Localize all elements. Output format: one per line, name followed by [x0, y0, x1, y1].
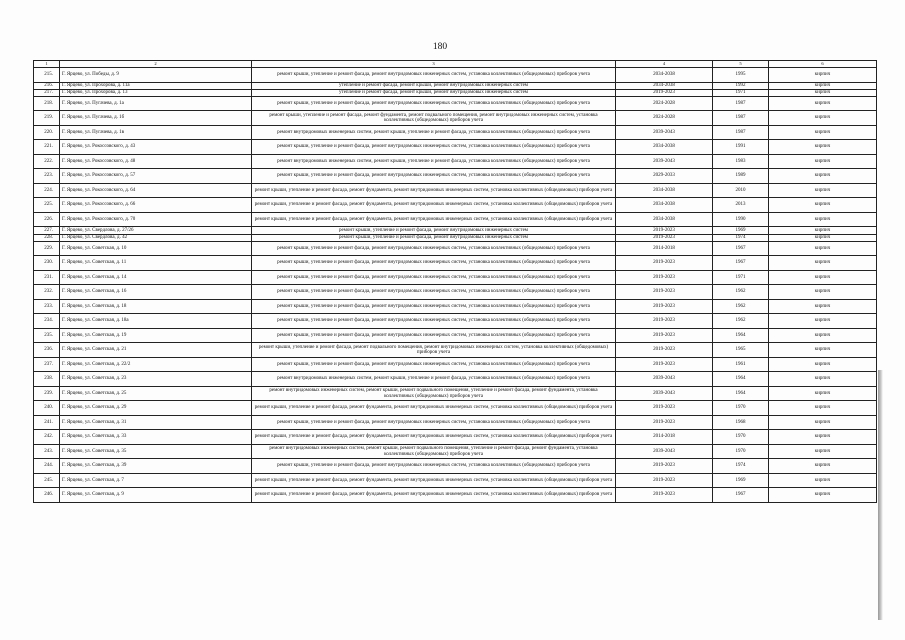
page-number: 180	[432, 42, 448, 52]
build-year-cell: 1964	[713, 386, 769, 401]
table-row	[34, 459, 877, 474]
address-cell: Г. Ярцево, ул. Победы, д. 9	[60, 68, 252, 83]
repair-period-cell: 2019-2023	[616, 270, 713, 285]
build-year-cell: 1974	[713, 234, 769, 241]
repair-period-cell: 2019-2023	[616, 89, 713, 96]
row-number: 238.	[34, 372, 60, 387]
address-cell: Г. Ярцево, ул. Прохорова, д. 11а	[60, 82, 252, 89]
row-number: 228.	[34, 234, 60, 241]
column-number: 4	[616, 61, 713, 68]
repair-works-cell: ремонт крыши, утепление и ремонт фасада, ремонт внутридомовых инженерных систем, установка коллективных (общедомовых) приборов учета	[252, 299, 616, 314]
table-row	[34, 314, 877, 329]
repair-works-cell: ремонт крыши, утепление и ремонт фасада, ремонт внутридомовых инженерных систем, установка коллективных (общедомовых) приборов учета	[252, 96, 616, 111]
build-year-cell: 1964	[713, 328, 769, 343]
repair-period-cell: 2019-2023	[616, 285, 713, 300]
repair-period-cell: 2034-2038	[616, 198, 713, 213]
wall-material-cell: кирпич	[769, 430, 877, 445]
repair-period-cell: 2019-2023	[616, 459, 713, 474]
table-row	[34, 227, 877, 234]
address-cell: Г. Ярцево, ул. Советская, д. 35	[60, 444, 252, 459]
address-cell: Г. Ярцево, ул. Советская, д. 7	[60, 473, 252, 488]
build-year-cell: 1987	[713, 125, 769, 140]
repair-period-cell: 2014-2018	[616, 430, 713, 445]
address-cell: Г. Ярцево, ул. Советская, д. 25	[60, 386, 252, 401]
build-year-cell: 1992	[713, 82, 769, 89]
table-row	[34, 212, 877, 227]
repair-period-cell: 2029-2033	[616, 169, 713, 184]
table-row	[34, 89, 877, 96]
row-number: 225.	[34, 198, 60, 213]
address-cell: Г. Ярцево, ул. Советская, д. 18	[60, 299, 252, 314]
build-year-cell: 1970	[713, 430, 769, 445]
address-cell: Г. Ярцево, ул. Рокоссовского, д. 48	[60, 154, 252, 169]
repair-period-cell: 2019-2023	[616, 227, 713, 234]
table-row	[34, 357, 877, 372]
address-cell: Г. Ярцево, ул. Рокоссовского, д. 66	[60, 198, 252, 213]
row-number: 240.	[34, 401, 60, 416]
row-number: 233.	[34, 299, 60, 314]
repair-works-cell: ремонт крыши, утепление и ремонт фасада, ремонт внутридомовых инженерных систем, установка коллективных (общедомовых) приборов учета	[252, 140, 616, 155]
row-number: 239.	[34, 386, 60, 401]
wall-material-cell: кирпич	[769, 241, 877, 256]
repair-period-cell: 2039-2043	[616, 372, 713, 387]
wall-material-cell: кирпич	[769, 183, 877, 198]
repair-works-cell: ремонт крыши, утепление и ремонт фасада, ремонт внутридомовых инженерных систем, установка коллективных (общедомовых) приборов учета	[252, 415, 616, 430]
column-number-row	[34, 61, 877, 68]
table-row	[34, 241, 877, 256]
repair-period-cell: 2014-2018	[616, 241, 713, 256]
row-number: 241.	[34, 415, 60, 430]
repair-period-cell: 2019-2023	[616, 357, 713, 372]
row-number: 224.	[34, 183, 60, 198]
repair-works-cell: ремонт крыши, утепление и ремонт фасада, ремонт внутридомовых инженерных систем	[252, 227, 616, 234]
wall-material-cell: кирпич	[769, 89, 877, 96]
address-cell: Г. Ярцево, ул. Свердлова, д. 27/26	[60, 227, 252, 234]
wall-material-cell: кирпич	[769, 299, 877, 314]
table-row	[34, 343, 877, 358]
repair-period-cell: 2034-2038	[616, 82, 713, 89]
wall-material-cell: кирпич	[769, 256, 877, 271]
build-year-cell: 1990	[713, 212, 769, 227]
address-cell: Г. Ярцево, ул. Советская, д. 11	[60, 256, 252, 271]
repair-works-cell: ремонт внутридомовых инженерных систем, ремонт крыши, ремонт подвального помещения, утепление и ремонт фасада, ремонт фундамента, установка коллективных (общедомовых) приборов учета	[252, 444, 616, 459]
address-cell: Г. Ярцево, ул. Советская, д. 19	[60, 328, 252, 343]
wall-material-cell: кирпич	[769, 140, 877, 155]
wall-material-cell: кирпич	[769, 488, 877, 503]
row-number: 226.	[34, 212, 60, 227]
repair-works-cell: утепление и ремонт фасада, ремонт крыши, ремонт внутридомовых инженерных систем	[252, 89, 616, 96]
table-row	[34, 401, 877, 416]
table-row	[34, 328, 877, 343]
table-body	[34, 68, 877, 503]
address-cell: Г. Ярцево, ул. Советская, д. 23	[60, 372, 252, 387]
repair-period-cell: 2034-2038	[616, 140, 713, 155]
housing-repair-table	[33, 60, 877, 503]
repair-works-cell: ремонт крыши, утепление и ремонт фасада, ремонт фундамента, ремонт внутридомовых инженерных систем, установка коллективных (общедомовых) приборов учета	[252, 488, 616, 503]
table-row	[34, 430, 877, 445]
table-row	[34, 169, 877, 184]
repair-period-cell: 2039-2043	[616, 125, 713, 140]
repair-period-cell: 2024-2028	[616, 96, 713, 111]
row-number: 242.	[34, 430, 60, 445]
table-row	[34, 473, 877, 488]
build-year-cell: 1974	[713, 459, 769, 474]
address-cell: Г. Ярцево, ул. Свердлова, д. 42	[60, 234, 252, 241]
repair-works-cell: ремонт внутридомовых инженерных систем, ремонт крыши, утепление и ремонт фасада, установка коллективных (общедомовых) приборов учета	[252, 372, 616, 387]
address-cell: Г. Ярцево, ул. Советская, д. 31	[60, 415, 252, 430]
address-cell: Г. Ярцево, ул. Советская, д. 16	[60, 285, 252, 300]
address-cell: Г. Ярцево, ул. Советская, д. 21	[60, 343, 252, 358]
repair-works-cell: ремонт крыши, утепление и ремонт фасада, ремонт внутридомовых инженерных систем, установка коллективных (общедомовых) приборов учета	[252, 256, 616, 271]
repair-period-cell: 2034-2038	[616, 68, 713, 83]
repair-period-cell: 2019-2023	[616, 473, 713, 488]
table-row	[34, 154, 877, 169]
row-number: 222.	[34, 154, 60, 169]
address-cell: Г. Ярцево, ул. Советская, д. 14	[60, 270, 252, 285]
row-number: 229.	[34, 241, 60, 256]
address-cell: Г. Ярцево, ул. Рокоссовского, д. 64	[60, 183, 252, 198]
build-year-cell: 1969	[713, 473, 769, 488]
address-cell: Г. Ярцево, ул. Советская, д. 29	[60, 401, 252, 416]
wall-material-cell: кирпич	[769, 111, 877, 126]
address-cell: Г. Ярцево, ул. Пугачева, д. 1б	[60, 111, 252, 126]
repair-works-cell: ремонт внутридомовых инженерных систем, ремонт крыши, утепление и ремонт фасада, установка коллективных (общедомовых) приборов учета	[252, 125, 616, 140]
table-row	[34, 140, 877, 155]
build-year-cell: 1962	[713, 299, 769, 314]
address-cell: Г. Ярцево, ул. Рокоссовского, д. 57	[60, 169, 252, 184]
build-year-cell: 2010	[713, 183, 769, 198]
wall-material-cell: кирпич	[769, 234, 877, 241]
build-year-cell: 1967	[713, 241, 769, 256]
column-number: 6	[769, 61, 877, 68]
address-cell: Г. Ярцево, ул. Пугачева, д. 1а	[60, 96, 252, 111]
row-number: 235.	[34, 328, 60, 343]
repair-period-cell: 2039-2043	[616, 444, 713, 459]
repair-works-cell: ремонт крыши, утепление и ремонт фасада, ремонт фундамента, ремонт внутридомовых инженерных систем, установка коллективных (общедомовых) приборов учета	[252, 401, 616, 416]
repair-works-cell: ремонт крыши, утепление и ремонт фасада, ремонт фундамента, ремонт внутридомовых инженерных систем, установка коллективных (общедомовых) приборов учета	[252, 183, 616, 198]
repair-works-cell: ремонт крыши, утепление и ремонт фасада, ремонт подвального помещения, ремонт внутридомовых инженерных систем, установка коллективных (общедомовых) приборов учета	[252, 343, 616, 358]
build-year-cell: 1964	[713, 372, 769, 387]
address-cell: Г. Ярцево, ул. Советская, д. 10	[60, 241, 252, 256]
repair-period-cell: 2034-2038	[616, 212, 713, 227]
row-number: 234.	[34, 314, 60, 329]
row-number: 237.	[34, 357, 60, 372]
table-row	[34, 488, 877, 503]
repair-period-cell: 2019-2023	[616, 328, 713, 343]
wall-material-cell: кирпич	[769, 125, 877, 140]
repair-period-cell: 2019-2023	[616, 488, 713, 503]
repair-works-cell: ремонт крыши, утепление и ремонт фасада, ремонт внутридомовых инженерных систем, установка коллективных (общедомовых) приборов учета	[252, 241, 616, 256]
wall-material-cell: кирпич	[769, 343, 877, 358]
repair-works-cell: ремонт крыши, утепление и ремонт фасада, ремонт внутридомовых инженерных систем	[252, 234, 616, 241]
repair-works-cell: ремонт крыши, утепление и ремонт фасада, ремонт внутридомовых инженерных систем, установка коллективных (общедомовых) приборов учета	[252, 169, 616, 184]
table-row	[34, 270, 877, 285]
repair-works-cell: ремонт крыши, утепление и ремонт фасада, ремонт внутридомовых инженерных систем, установка коллективных (общедомовых) приборов учета	[252, 328, 616, 343]
table-row	[34, 183, 877, 198]
row-number: 246.	[34, 488, 60, 503]
repair-works-cell: ремонт крыши, утепление и ремонт фасада, ремонт фундамента, ремонт внутридомовых инженерных систем, установка коллективных (общедомовых) приборов учета	[252, 212, 616, 227]
table-row	[34, 285, 877, 300]
row-number: 215.	[34, 68, 60, 83]
build-year-cell: 1962	[713, 314, 769, 329]
repair-works-cell: утепление и ремонт фасада, ремонт крыши, ремонт внутридомовых инженерных систем	[252, 82, 616, 89]
repair-period-cell: 2019-2023	[616, 234, 713, 241]
build-year-cell: 2013	[713, 198, 769, 213]
repair-works-cell: ремонт крыши, утепление и ремонт фасада, ремонт внутридомовых инженерных систем, установка коллективных (общедомовых) приборов учета	[252, 459, 616, 474]
wall-material-cell: кирпич	[769, 227, 877, 234]
wall-material-cell: кирпич	[769, 270, 877, 285]
address-cell: Г. Ярцево, ул. Советская, д. 18а	[60, 314, 252, 329]
address-cell: Г. Ярцево, ул. Прохорова, д. 13	[60, 89, 252, 96]
wall-material-cell: кирпич	[769, 212, 877, 227]
build-year-cell: 1967	[713, 488, 769, 503]
repair-period-cell: 2019-2023	[616, 314, 713, 329]
wall-material-cell: кирпич	[769, 372, 877, 387]
table-row	[34, 299, 877, 314]
wall-material-cell: кирпич	[769, 401, 877, 416]
row-number: 243.	[34, 444, 60, 459]
row-number: 230.	[34, 256, 60, 271]
wall-material-cell: кирпич	[769, 386, 877, 401]
address-cell: Г. Ярцево, ул. Рокоссовского, д. 70	[60, 212, 252, 227]
build-year-cell: 1987	[713, 111, 769, 126]
row-number: 223.	[34, 169, 60, 184]
table-row	[34, 444, 877, 459]
repair-works-cell: ремонт крыши, утепление и ремонт фасада, ремонт внутридомовых инженерных систем, установка коллективных (общедомовых) приборов учета	[252, 314, 616, 329]
wall-material-cell: кирпич	[769, 82, 877, 89]
address-cell: Г. Ярцево, ул. Советская, д. 22/2	[60, 357, 252, 372]
repair-period-cell: 2024-2028	[616, 111, 713, 126]
build-year-cell: 1987	[713, 96, 769, 111]
row-number: 227.	[34, 227, 60, 234]
build-year-cell: 1983	[713, 154, 769, 169]
table-row	[34, 96, 877, 111]
repair-works-cell: ремонт крыши, утепление и ремонт фасада, ремонт внутридомовых инженерных систем, установка коллективных (общедомовых) приборов учета	[252, 270, 616, 285]
row-number: 219.	[34, 111, 60, 126]
row-number: 231.	[34, 270, 60, 285]
row-number: 236.	[34, 343, 60, 358]
row-number: 232.	[34, 285, 60, 300]
wall-material-cell: кирпич	[769, 198, 877, 213]
wall-material-cell: кирпич	[769, 169, 877, 184]
repair-works-cell: ремонт крыши, утепление и ремонт фасада, ремонт внутридомовых инженерных систем, установка коллективных (общедомовых) приборов учета	[252, 285, 616, 300]
wall-material-cell: кирпич	[769, 415, 877, 430]
build-year-cell: 1970	[713, 444, 769, 459]
address-cell: Г. Ярцево, ул. Советская, д. 9	[60, 488, 252, 503]
table-row	[34, 386, 877, 401]
repair-period-cell: 2034-2038	[616, 183, 713, 198]
build-year-cell: 1961	[713, 357, 769, 372]
repair-works-cell: ремонт крыши, утепление и ремонт фасада, ремонт фундамента, ремонт подвального помещения, ремонт внутридомовых инженерных систем, установка коллективных (общедомовых) приборов учета	[252, 111, 616, 126]
build-year-cell: 1991	[713, 140, 769, 155]
build-year-cell: 1970	[713, 401, 769, 416]
row-number: 216.	[34, 82, 60, 89]
wall-material-cell: кирпич	[769, 96, 877, 111]
wall-material-cell: кирпич	[769, 328, 877, 343]
address-cell: Г. Ярцево, ул. Рокоссовского, д. 43	[60, 140, 252, 155]
build-year-cell: 1965	[713, 343, 769, 358]
table-row	[34, 125, 877, 140]
repair-works-cell: ремонт внутридомовых инженерных систем, ремонт крыши, ремонт подвального помещения, утепление и ремонт фасада, ремонт фундамента, установка коллективных (общедомовых) приборов учета	[252, 386, 616, 401]
row-number: 245.	[34, 473, 60, 488]
wall-material-cell: кирпич	[769, 68, 877, 83]
row-number: 221.	[34, 140, 60, 155]
repair-period-cell: 2039-2043	[616, 154, 713, 169]
column-number: 1	[34, 61, 60, 68]
table-row	[34, 111, 877, 126]
repair-period-cell: 2019-2023	[616, 415, 713, 430]
repair-period-cell: 2019-2023	[616, 343, 713, 358]
wall-material-cell: кирпич	[769, 444, 877, 459]
table-row	[34, 415, 877, 430]
repair-period-cell: 2019-2023	[616, 299, 713, 314]
table-row	[34, 234, 877, 241]
row-number: 218.	[34, 96, 60, 111]
address-cell: Г. Ярцево, ул. Пугачева, д. 1в	[60, 125, 252, 140]
address-cell: Г. Ярцево, ул. Советская, д. 39	[60, 459, 252, 474]
table-row	[34, 82, 877, 89]
build-year-cell: 1967	[713, 256, 769, 271]
row-number: 217.	[34, 89, 60, 96]
repair-works-cell: ремонт крыши, утепление и ремонт фасада, ремонт фундамента, ремонт внутридомовых инженерных систем, установка коллективных (общедомовых) приборов учета	[252, 473, 616, 488]
column-number: 5	[713, 61, 769, 68]
address-cell: Г. Ярцево, ул. Советская, д. 33	[60, 430, 252, 445]
repair-period-cell: 2019-2023	[616, 256, 713, 271]
table-row	[34, 372, 877, 387]
build-year-cell: 1971	[713, 89, 769, 96]
wall-material-cell: кирпич	[769, 459, 877, 474]
build-year-cell: 1969	[713, 227, 769, 234]
repair-works-cell: ремонт крыши, утепление и ремонт фасада, ремонт внутридомовых инженерных систем, установка коллективных (общедомовых) приборов учета	[252, 68, 616, 83]
build-year-cell: 1971	[713, 270, 769, 285]
column-number: 2	[60, 61, 252, 68]
row-number: 244.	[34, 459, 60, 474]
wall-material-cell: кирпич	[769, 285, 877, 300]
repair-period-cell: 2019-2023	[616, 401, 713, 416]
build-year-cell: 1962	[713, 285, 769, 300]
repair-works-cell: ремонт крыши, утепление и ремонт фасада, ремонт внутридомовых инженерных систем, установка коллективных (общедомовых) приборов учета	[252, 357, 616, 372]
scan-edge-shadow	[878, 370, 883, 620]
build-year-cell: 1989	[713, 169, 769, 184]
table-row	[34, 68, 877, 83]
repair-works-cell: ремонт крыши, утепление и ремонт фасада, ремонт фундамента, ремонт внутридомовых инженерных систем, установка коллективных (общедомовых) приборов учета	[252, 430, 616, 445]
repair-works-cell: ремонт крыши, утепление и ремонт фасада, ремонт фундамента, ремонт внутридомовых инженерных систем, установка коллективных (общедомовых) приборов учета	[252, 198, 616, 213]
table-row	[34, 198, 877, 213]
wall-material-cell: кирпич	[769, 473, 877, 488]
wall-material-cell: кирпич	[769, 357, 877, 372]
build-year-cell: 1968	[713, 415, 769, 430]
repair-period-cell: 2039-2043	[616, 386, 713, 401]
column-number: 3	[252, 61, 616, 68]
repair-works-cell: ремонт внутридомовых инженерных систем, ремонт крыши, утепление и ремонт фасада, установка коллективных (общедомовых) приборов учета	[252, 154, 616, 169]
build-year-cell: 1995	[713, 68, 769, 83]
wall-material-cell: кирпич	[769, 314, 877, 329]
wall-material-cell: кирпич	[769, 154, 877, 169]
table-row	[34, 256, 877, 271]
row-number: 220.	[34, 125, 60, 140]
